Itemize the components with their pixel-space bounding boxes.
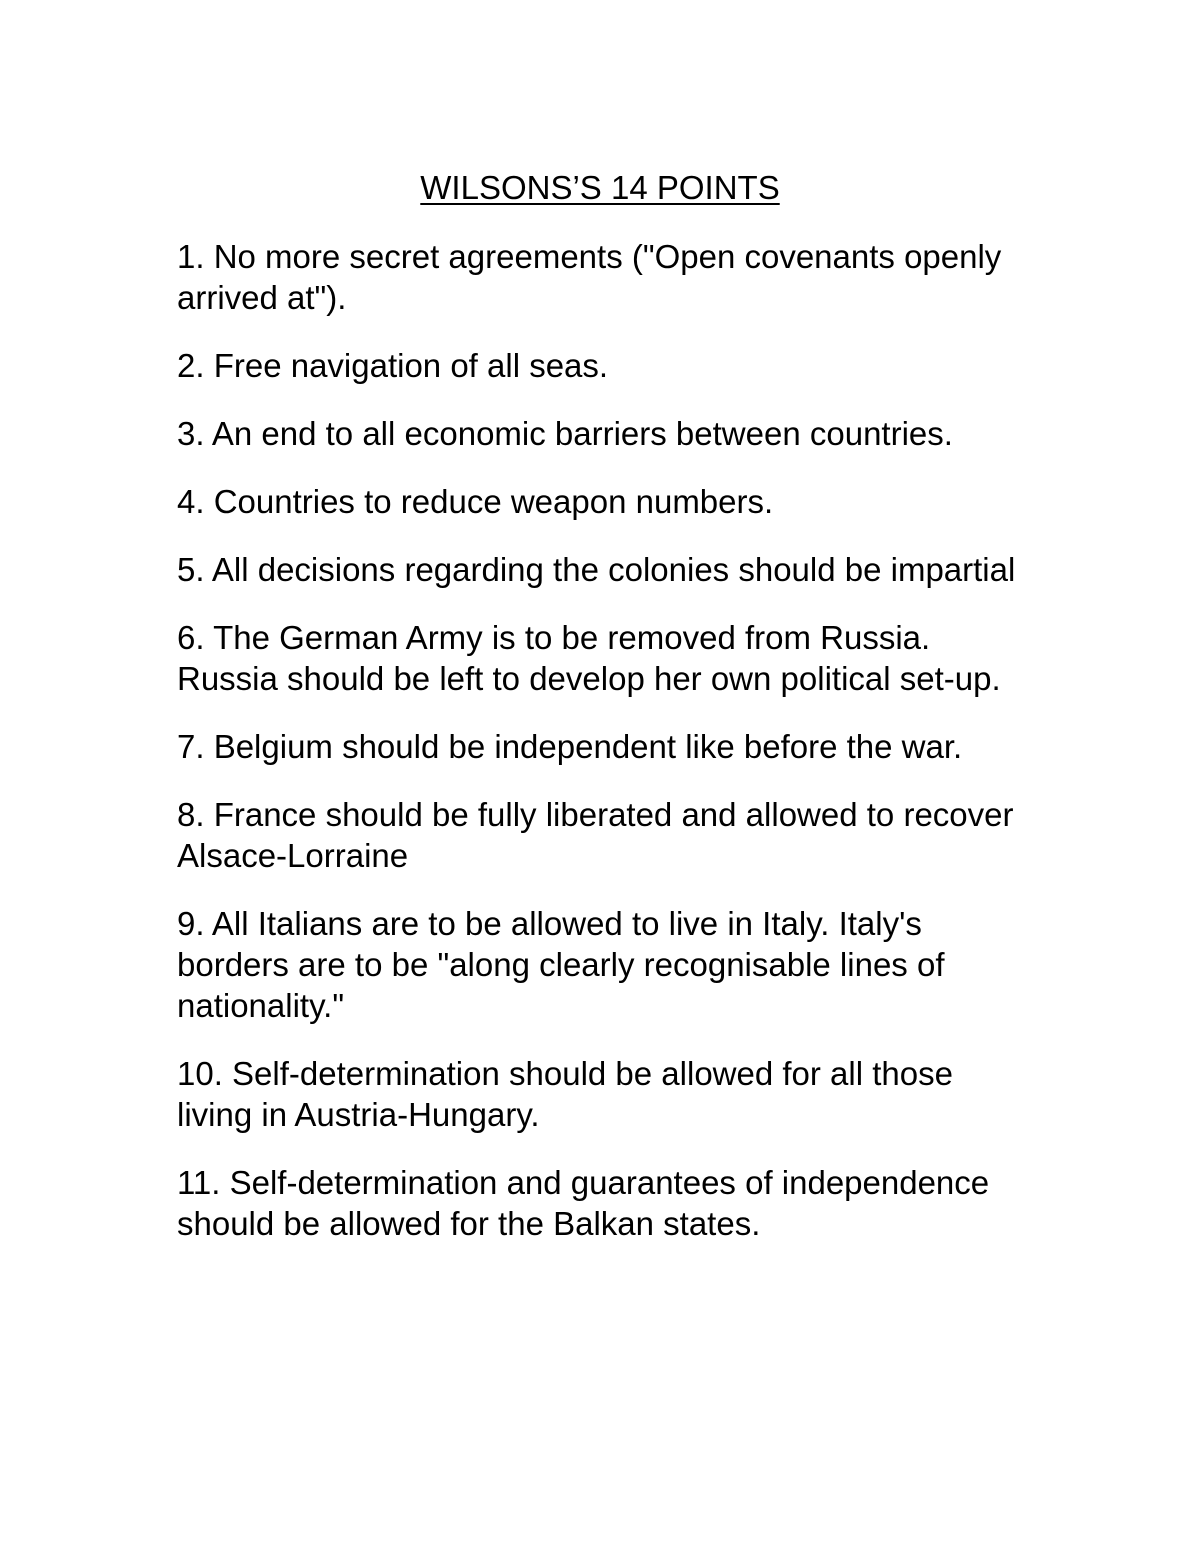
- point-10: 10. Self-determination should be allowed for all those living in Austria-Hungary.: [177, 1055, 953, 1133]
- point-7: 7. Belgium should be independent like before the war.: [177, 728, 963, 765]
- point-11: 11. Self-determination and guarantees of independence should be allowed for the Balkan states.: [177, 1164, 990, 1242]
- point-2: 2. Free navigation of all seas.: [177, 347, 609, 384]
- point-9: 9. All Italians are to be allowed to live in Italy. Italy's borders are to be "along clearly recognisable lines of nationality.": [177, 905, 945, 1024]
- point-8: 8. France should be fully liberated and allowed to recover Alsace-Lorraine: [177, 796, 1014, 874]
- point-1: 1. No more secret agreements ("Open covenants openly arrived at").: [177, 238, 1002, 316]
- document-title: WILSONS’S 14 POINTS: [420, 169, 780, 206]
- point-3: 3. An end to all economic barriers between countries.: [177, 415, 953, 452]
- points-list: [177, 236, 1037, 1271]
- point-6: 6. The German Army is to be removed from Russia. Russia should be left to develop her own political set-up.: [177, 619, 1001, 697]
- point-5: 5. All decisions regarding the colonies should be impartial: [177, 551, 1016, 588]
- point-4: 4. Countries to reduce weapon numbers.: [177, 483, 774, 520]
